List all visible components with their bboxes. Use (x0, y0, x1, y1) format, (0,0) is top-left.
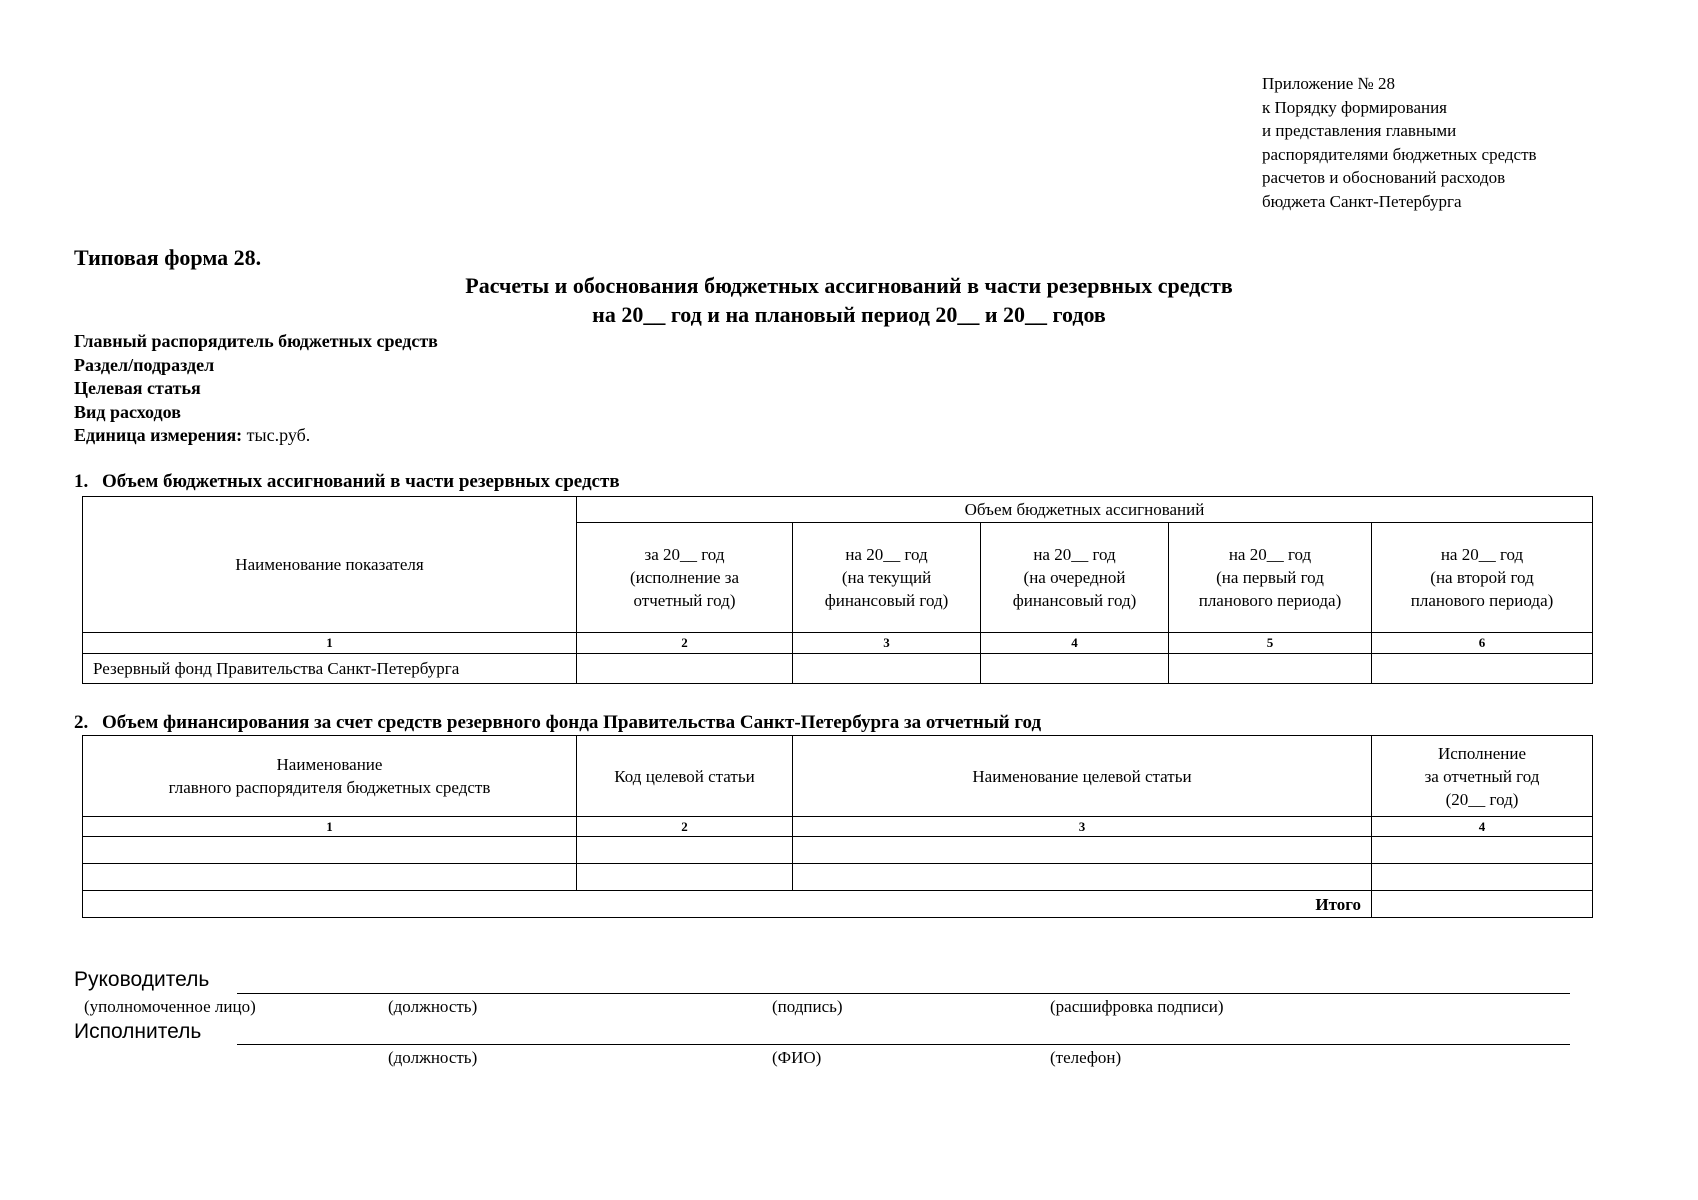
executor-label: Исполнитель (74, 1020, 202, 1043)
appendix-line: распорядителями бюджетных средств (1262, 144, 1537, 164)
table-cell[interactable] (83, 837, 577, 864)
caption-decoding: (расшифровка подписи) (1050, 997, 1224, 1016)
section-label: Раздел/подраздел (74, 354, 215, 375)
table-cell[interactable] (83, 864, 577, 891)
header-line: планового периода) (1198, 591, 1342, 610)
table-row (83, 654, 1593, 684)
caption-position: (должность) (388, 997, 478, 1016)
caption-signature: (подпись) (772, 997, 843, 1016)
unit-row (74, 424, 438, 448)
total-value-cell[interactable] (1372, 891, 1593, 918)
header-article-code: Код целевой статьи (577, 736, 793, 817)
head-signature-line[interactable] (237, 993, 1570, 994)
column-number: 2 (577, 817, 793, 837)
header-period-col (1372, 523, 1593, 633)
section1-number: 1. (74, 471, 89, 492)
header-line: (исполнение за (629, 568, 740, 587)
header-line: (на текущий (841, 568, 932, 587)
appendix-line: Приложение № 28 (1262, 74, 1395, 93)
caption-phone: (телефон) (1050, 1048, 1122, 1067)
table-cell[interactable] (793, 864, 1372, 891)
unit-label: Единица измерения: (74, 425, 243, 445)
total-row (83, 891, 1593, 918)
header-period-col (1169, 523, 1372, 633)
allocations-table (82, 496, 1593, 684)
appendix-line: и представления главными (1262, 121, 1457, 140)
form-header-fields (74, 330, 438, 448)
header-line: Наименование (276, 755, 383, 774)
executor-signature-line[interactable] (237, 1044, 1570, 1045)
header-line: (20__ год) (1445, 789, 1519, 809)
header-article-name: Наименование целевой статьи (793, 736, 1372, 817)
main-manager-label: Главный распорядитель бюджетных средств (74, 331, 438, 351)
table-cell[interactable] (577, 864, 793, 891)
header-line: на 20__ год (845, 545, 928, 564)
table-cell[interactable] (1372, 654, 1593, 684)
section2-title (74, 712, 1041, 734)
header-line: (на второй год (1430, 568, 1534, 587)
section1-title (74, 471, 620, 493)
unit-value: тыс.руб. (246, 425, 311, 445)
header-line: (на очередной (1023, 568, 1126, 587)
header-execution (1372, 736, 1593, 817)
section2-title-text: Объем финансирования за счет средств резервного фонда Правительства Санкт-Петербурга за отчетный год (102, 712, 1042, 733)
header-line: отчетный год) (633, 591, 736, 610)
table-cell[interactable] (981, 654, 1169, 684)
table-cell[interactable] (1372, 837, 1593, 864)
caption-name: (ФИО) (772, 1048, 822, 1067)
table-cell[interactable] (1169, 654, 1372, 684)
header-line: планового периода) (1410, 591, 1554, 610)
form-title: Типовая форма 28. (74, 245, 262, 270)
header-allocations-group: Объем бюджетных ассигнований (577, 497, 1593, 523)
header-line: (на первый год (1216, 568, 1324, 587)
header-period-col (577, 523, 793, 633)
total-label: Итого (83, 891, 1372, 918)
expense-type-label: Вид расходов (74, 401, 181, 422)
header-line: главного распорядителя бюджетных средств (168, 778, 491, 797)
column-number: 1 (83, 817, 577, 837)
column-number: 6 (1372, 633, 1593, 654)
header-period-col (981, 523, 1169, 633)
header-manager-name (83, 736, 577, 817)
column-number: 1 (83, 633, 577, 654)
column-number: 2 (577, 633, 793, 654)
table-row (83, 864, 1593, 891)
column-number: 5 (1169, 633, 1372, 654)
table-cell[interactable] (793, 837, 1372, 864)
table-cell[interactable] (1372, 864, 1593, 891)
document-title-line1: Расчеты и обоснования бюджетных ассигнований в части резервных средств (465, 273, 1233, 298)
financing-table (82, 735, 1593, 918)
appendix-line: расчетов и обоснований расходов (1262, 168, 1506, 187)
header-line: финансовый год) (824, 591, 949, 610)
appendix-line: к Порядку формирования (1262, 97, 1447, 117)
table-cell[interactable] (793, 654, 981, 684)
section1-title-text: Объем бюджетных ассигнований в части резервных средств (102, 471, 620, 492)
column-number: 3 (793, 817, 1372, 837)
table-cell[interactable] (577, 654, 793, 684)
header-indicator-name: Наименование показателя (83, 497, 577, 633)
header-line: Исполнение (1437, 743, 1527, 763)
column-number: 4 (981, 633, 1169, 654)
header-line: финансовый год) (1012, 591, 1137, 610)
header-line: на 20__ год (1033, 545, 1116, 564)
reserve-fund-row-label: Резервный фонд Правительства Санкт-Петербурга (83, 654, 577, 684)
column-number: 4 (1372, 817, 1593, 837)
header-line: за 20__ год (644, 545, 725, 564)
header-line: на 20__ год (1228, 545, 1312, 564)
column-number: 3 (793, 633, 981, 654)
header-line: на 20__ год (1440, 545, 1524, 564)
head-label: Руководитель (74, 968, 210, 991)
appendix-line: бюджета Санкт-Петербурга (1262, 191, 1462, 211)
table-row (83, 837, 1593, 864)
document-title-line2: на 20__ год и на плановый период 20__ и 20__ годов (592, 302, 1106, 327)
appendix-block (1262, 72, 1537, 213)
caption-position: (должность) (388, 1048, 478, 1067)
caption-authorized: (уполномоченное лицо) (84, 997, 256, 1016)
header-period-col (793, 523, 981, 633)
section2-number: 2. (74, 712, 89, 733)
header-line: за отчетный год (1424, 766, 1540, 786)
table-cell[interactable] (577, 837, 793, 864)
target-article-label: Целевая статья (74, 378, 201, 398)
